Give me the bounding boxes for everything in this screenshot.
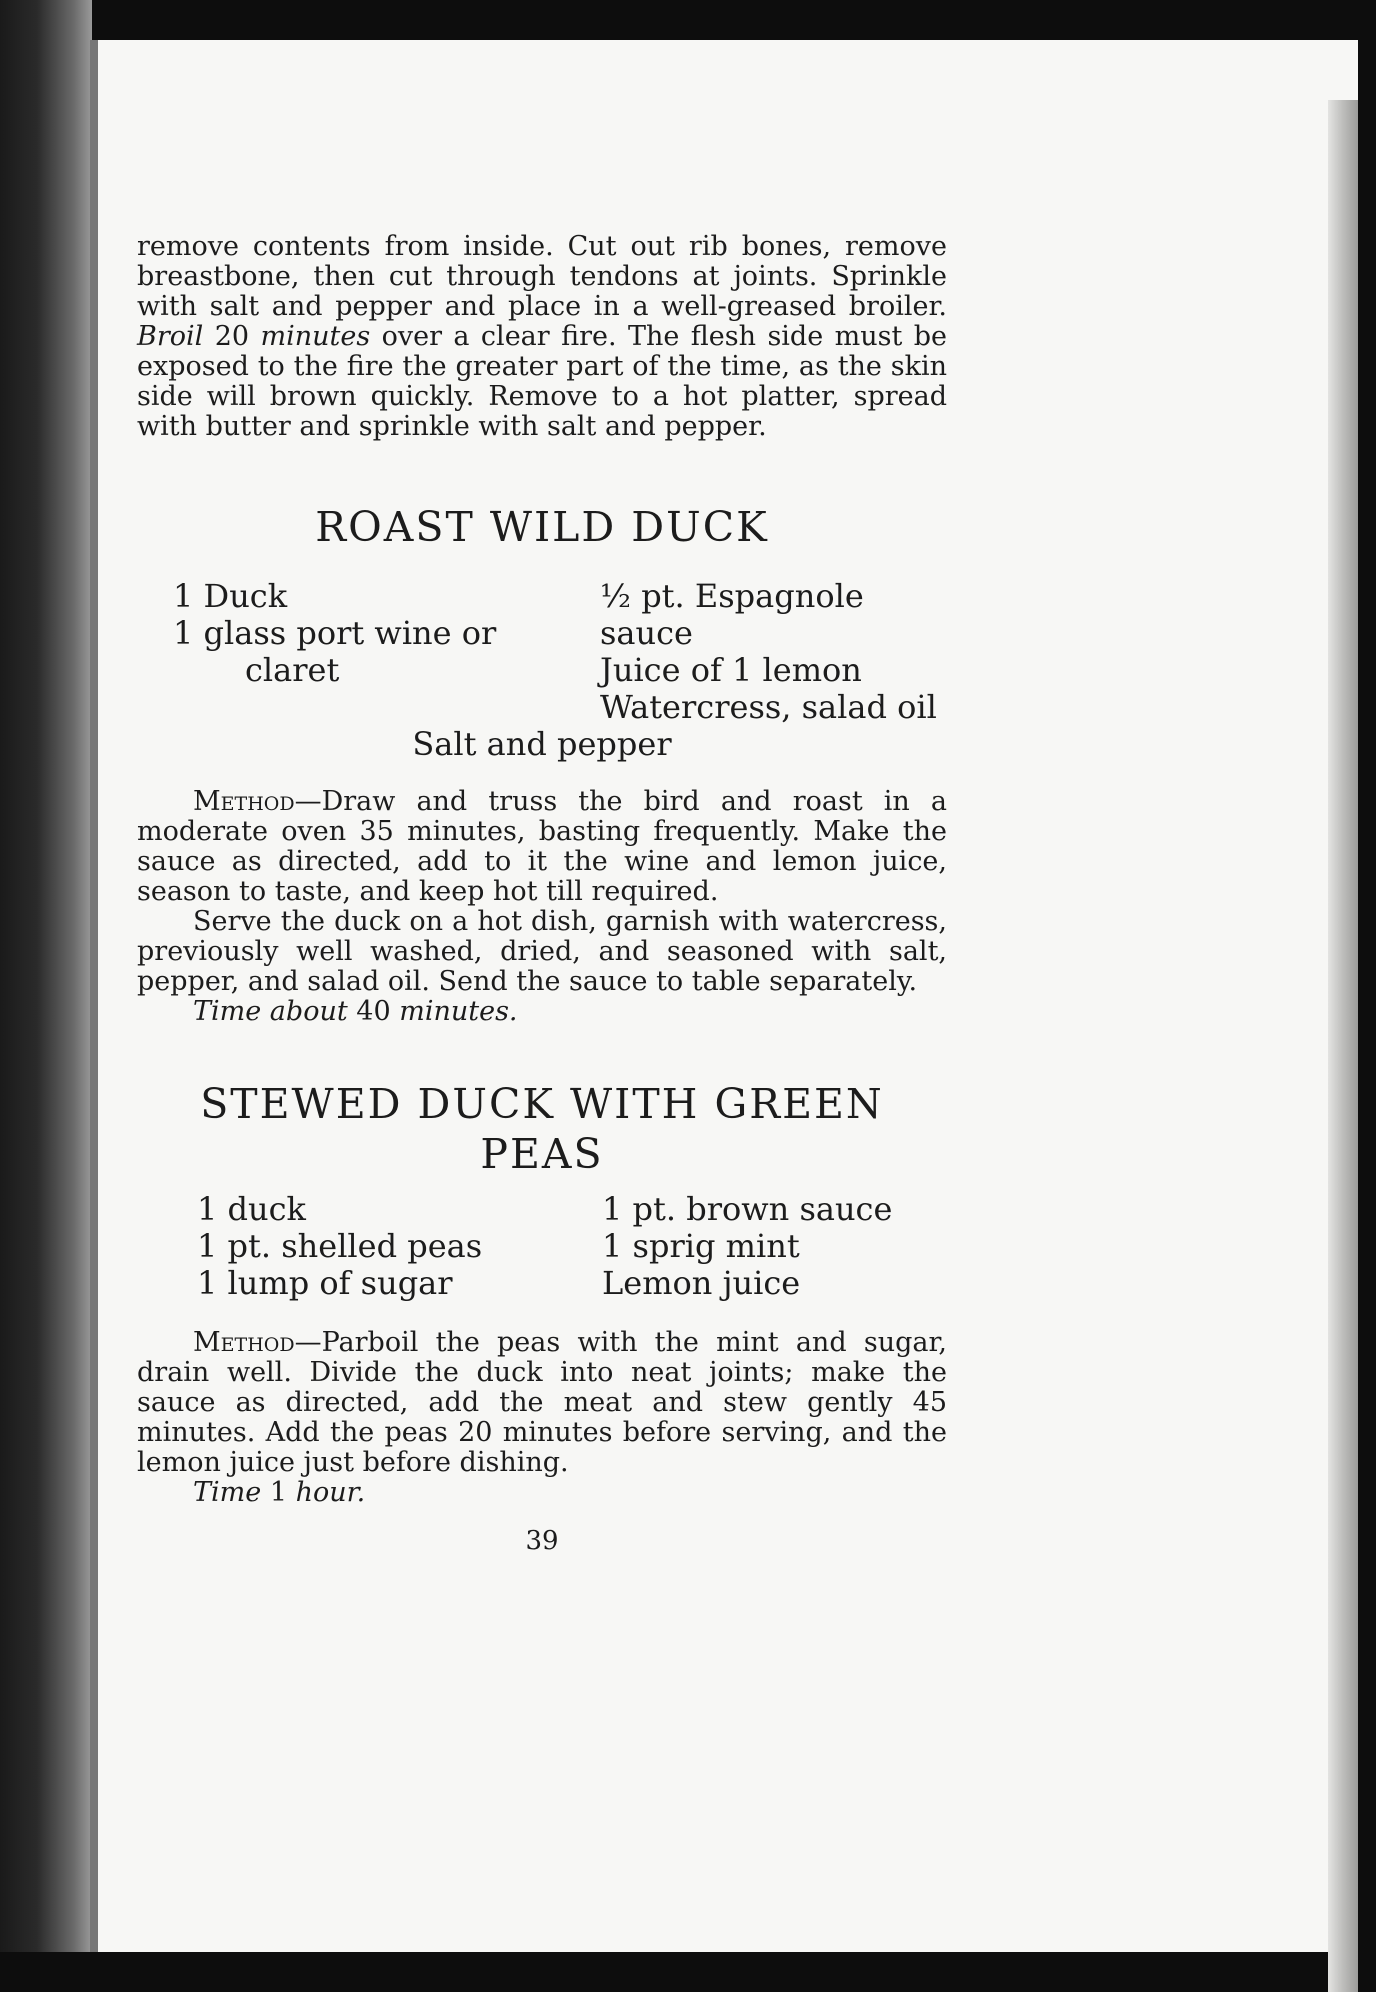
- ingredients-stewed-duck: [137, 1191, 947, 1302]
- ingredients-right-column: [592, 1191, 947, 1302]
- left-page-edge: [0, 0, 92, 1952]
- ingredients-roast-wild-duck: [137, 578, 947, 726]
- ingredient: 1 lump of sugar: [197, 1264, 453, 1302]
- serve-paragraph-roast: Serve the duck on a hot dish, garnish with watercress, previously well washed, dried, and seasoned with salt, pepper, and salad oil. Send the sauce to table separately.: [137, 906, 947, 997]
- method-paragraph-stewed: Method—Parboil the peas with the mint and sugar, drain well. Divide the duck into neat joints; make the sauce as directed, add the meat and stew gently 45 minutes. Add the peas 20 minutes before serving, and the lemon juice just before dishing.: [137, 1327, 947, 1478]
- ingredient: 1 pt. brown sauce: [602, 1190, 893, 1228]
- time-stewed: Time 1 hour.: [193, 1477, 366, 1508]
- ingredient: claret: [245, 651, 340, 689]
- method-paragraph-roast: Method—Draw and truss the bird and roast in a moderate oven 35 minutes, basting frequently. Make the sauce as directed, add to it the wine and lemon juice, season to taste, and keep hot till required.: [137, 786, 947, 907]
- ingredients-right-column: [580, 578, 947, 726]
- time-roast: Time about 40 minutes.: [193, 996, 518, 1027]
- method-label: Method: [193, 786, 295, 817]
- ingredient: 1 sprig mint: [602, 1227, 800, 1265]
- intro-paragraph: remove contents from inside. Cut out rib bones, remove breastbone, then cut through tendons at joints. Sprinkle with salt and pepper and place in a well-greased broiler. Broil 20 minutes over a clear fire. The flesh side must be exposed to the fire the greater part of the time, as the skin side will brown quickly. Remove to a hot platter, spread with butter and sprinkle with salt and pepper.: [137, 231, 947, 442]
- ingredient: 1 glass port wine or: [173, 614, 497, 652]
- ingredient: Lemon juice: [602, 1264, 801, 1302]
- recipe-title-stewed-duck-line2: PEAS: [480, 1130, 604, 1178]
- ingredients-left-column: [197, 1191, 552, 1302]
- recipe-title-roast-wild-duck: ROAST WILD DUCK: [315, 503, 769, 551]
- ingredients-left-column: [173, 578, 540, 726]
- page-number: 39: [525, 1526, 559, 1556]
- ingredient: 1 duck: [197, 1190, 306, 1228]
- page-content: [137, 232, 947, 1556]
- recipe-title-stewed-duck-line1: STEWED DUCK WITH GREEN: [200, 1080, 884, 1128]
- ingredient-salt-pepper: Salt and pepper: [412, 725, 672, 763]
- ingredient: Juice of 1 lemon: [600, 651, 862, 689]
- ingredient: 1 pt. shelled peas: [197, 1227, 483, 1265]
- ingredient: ½ pt. Espagnole sauce: [600, 577, 864, 652]
- ingredient: Watercress, salad oil: [600, 688, 937, 726]
- method-label: Method: [193, 1327, 295, 1358]
- ingredient: 1 Duck: [173, 577, 288, 615]
- page-edge: [1328, 100, 1358, 1992]
